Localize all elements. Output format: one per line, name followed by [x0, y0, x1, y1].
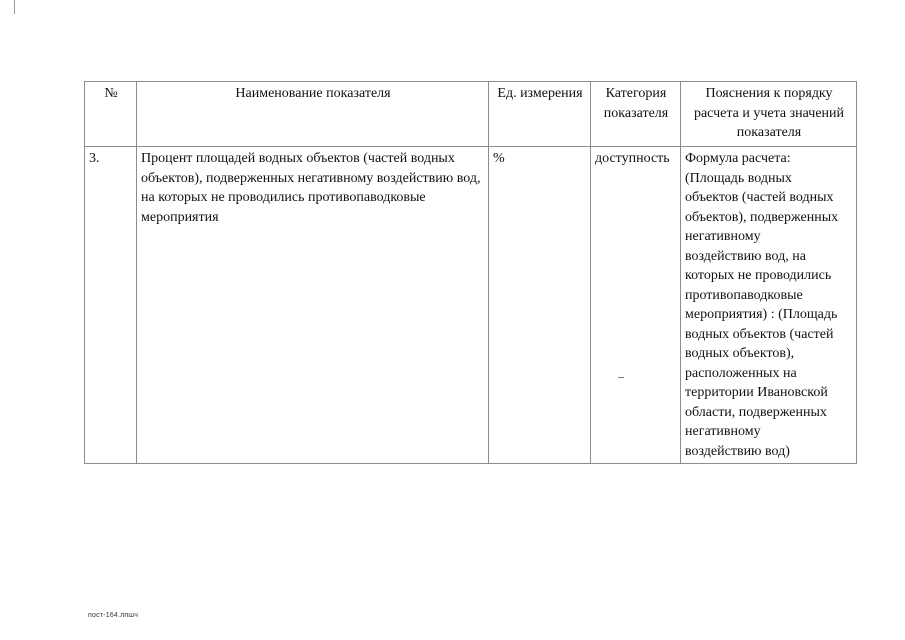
header-explanation: Пояснения к порядку расчета и учета значений показателя [681, 82, 857, 147]
row-indicator-name: Процент площадей водных объектов (частей водных объектов), подверженных негативному воздействию вод, на которых не проводились противопаводковые мероприятия [137, 147, 489, 464]
table-header-row [85, 82, 857, 147]
scan-corner-mark [14, 0, 15, 14]
table-row [85, 147, 857, 464]
footer-filename: пост-164.лпшч [88, 612, 139, 619]
row-explanation: Формула расчета: (Площадь водных объектов (частей водных объектов), подверженных негативному воздействию вод, на которых не проводились противопаводковые мероприятия) : (Площадь водных объектов (частей водных объектов), расположенных на территории Ивановской области, подверженных негативному воздействию вод) [681, 147, 857, 464]
header-category: Категория показателя [591, 82, 681, 147]
row-number: 3. [85, 147, 137, 464]
header-number: № [85, 82, 137, 147]
row-unit: % [489, 147, 591, 464]
header-unit: Ед. измерения [489, 82, 591, 147]
row-category: доступность [591, 147, 681, 464]
indicator-table [84, 81, 857, 464]
scan-speck [618, 377, 624, 378]
header-indicator-name: Наименование показателя [137, 82, 489, 147]
